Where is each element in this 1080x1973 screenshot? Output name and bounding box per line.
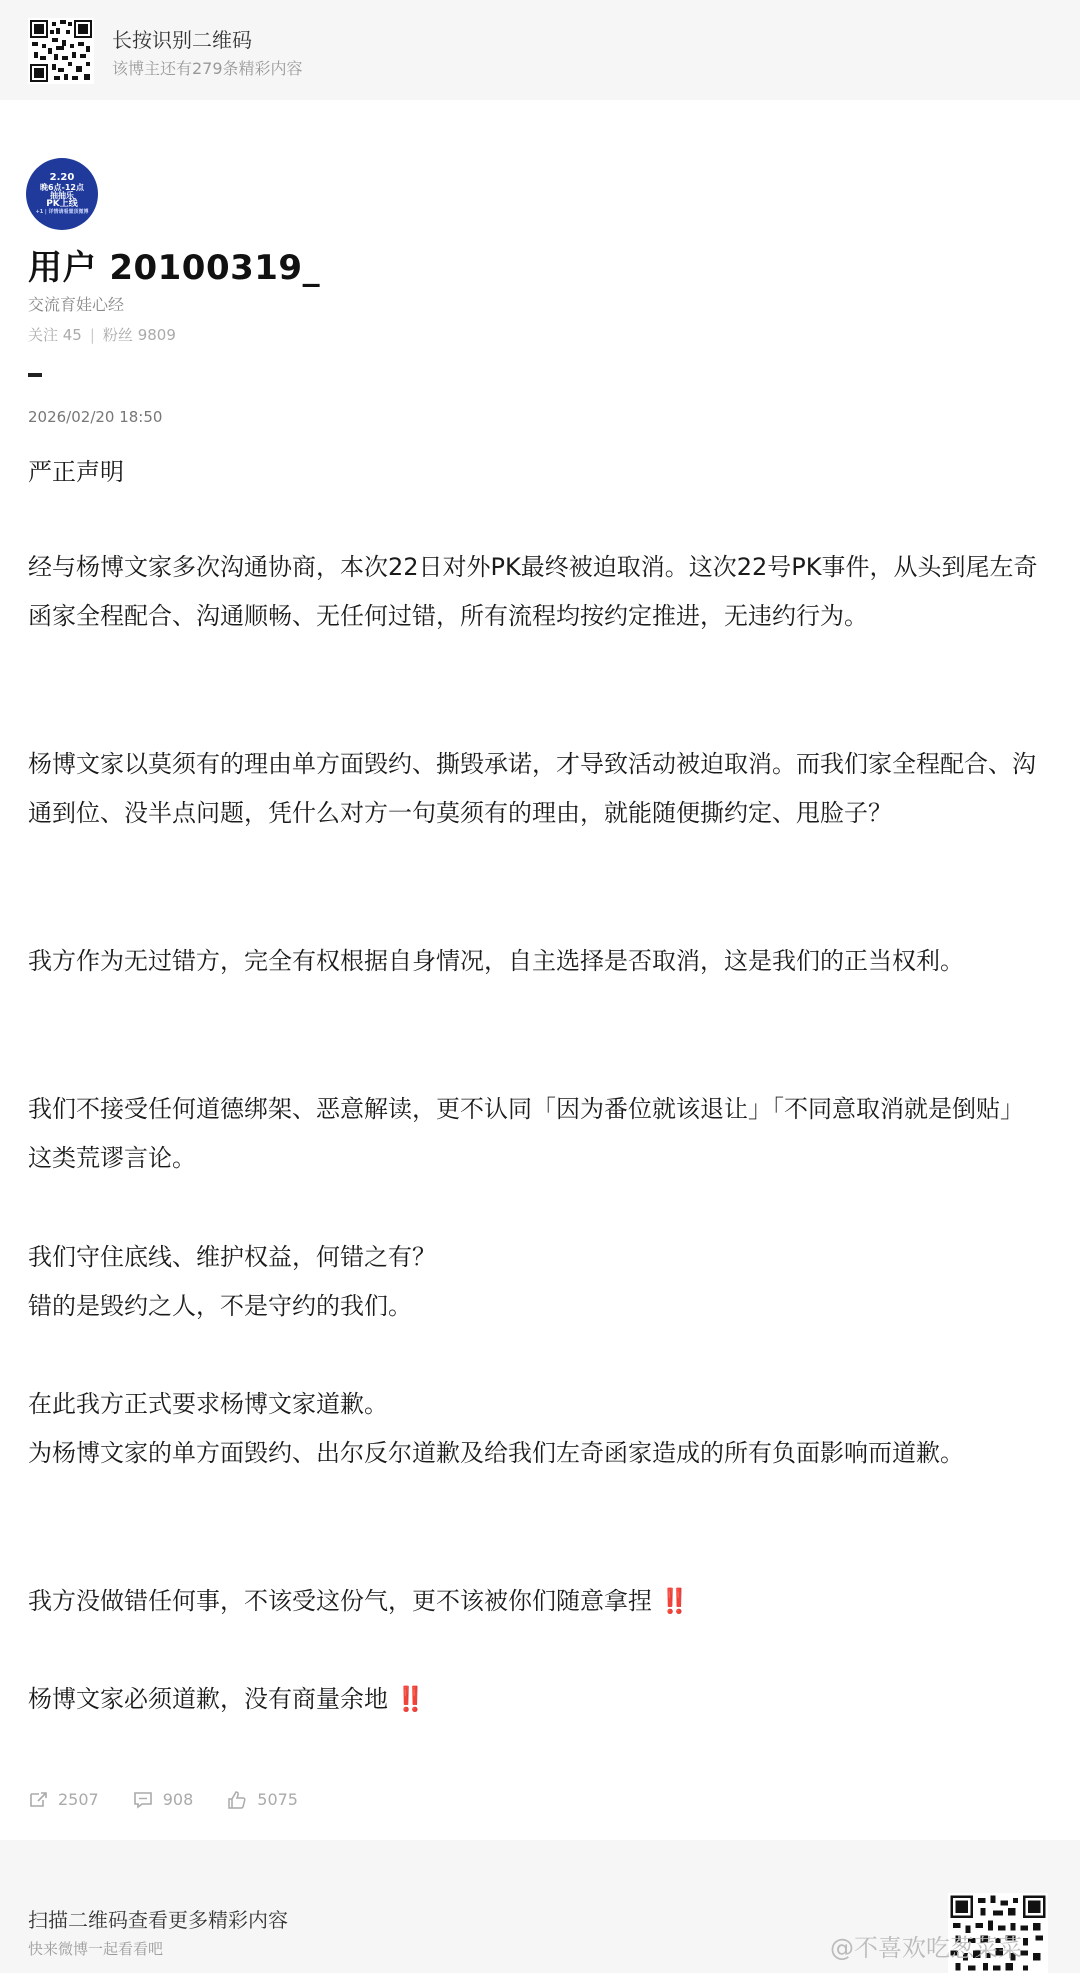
post-paragraph: 我们不接受任何道德绑架、恶意解读，更不认同「因为番位就该退让」「不同意取消就是倒贴」这类荒谬言论。 xyxy=(28,1095,1024,1172)
post-paragraph: 杨博文家以莫须有的理由单方面毁约、撕毁承诺，才导致活动被迫取消。而我们家全程配合、沟通到位、没半点问题，凭什么对方一句莫须有的理由，就能随便撕约定、甩脸子？ xyxy=(28,750,1036,827)
comment-button[interactable] xyxy=(133,1790,194,1809)
post-date: 2026/02/20 18:50 xyxy=(28,408,163,426)
post-actions xyxy=(28,1790,332,1809)
double-exclamation-icon: ‼️ xyxy=(395,1685,424,1713)
repost-icon xyxy=(28,1791,48,1809)
comment-icon xyxy=(133,1791,153,1809)
post-title: 严正声明 xyxy=(28,458,124,486)
repost-button[interactable] xyxy=(28,1790,99,1809)
followers-count[interactable]: 粉丝 9809 xyxy=(102,326,176,344)
repost-count: 2507 xyxy=(58,1790,99,1809)
post-paragraph-emphasis xyxy=(28,1577,1038,1626)
avatar-text-line: +1 | 详情请看置顶微博 xyxy=(35,208,89,215)
post-paragraph: 错的是毁约之人，不是守约的我们。 xyxy=(28,1292,412,1320)
qr-code-icon[interactable] xyxy=(28,18,94,84)
qr-header-title: 长按识别二维码 xyxy=(112,28,252,52)
qr-footer-subtitle: 快来微博一起看看吧 xyxy=(28,1940,164,1958)
avatar-text-line: 晚6点-12点 xyxy=(39,182,85,192)
weibo-watermark: @不喜欢吃葱菜菜 xyxy=(830,1934,1022,1962)
divider-dash xyxy=(28,373,42,377)
avatar-text-line: PK上线 xyxy=(46,199,78,210)
like-button[interactable] xyxy=(227,1790,298,1809)
following-count[interactable]: 关注 45 xyxy=(28,326,82,344)
avatar-text-line: 抽抽乐 xyxy=(50,190,74,200)
avatar-text-line: 2.20 xyxy=(49,172,75,184)
qr-header-subtitle: 该博主还有279条精彩内容 xyxy=(112,59,303,78)
post-paragraph: 在此我方正式要求杨博文家道歉。 xyxy=(28,1390,388,1418)
avatar[interactable] xyxy=(26,158,98,230)
post-paragraph: 为杨博文家的单方面毁约、出尔反尔道歉及给我们左奇函家造成的所有负面影响而道歉。 xyxy=(28,1439,964,1467)
double-exclamation-icon: ‼️ xyxy=(659,1587,688,1615)
username[interactable]: 用户 20100319_ xyxy=(28,248,321,288)
post-paragraph-emphasis xyxy=(28,1675,1038,1724)
user-bio: 交流育娃心经 xyxy=(28,295,125,314)
post-paragraph: 我方作为无过错方，完全有权根据自身情况，自主选择是否取消，这是我们的正当权利。 xyxy=(28,947,964,975)
post-paragraph-text: 我方没做错任何事，不该受这份气，更不该被你们随意拿捏 xyxy=(28,1587,652,1615)
comment-count: 908 xyxy=(162,1790,194,1809)
stats-divider: | xyxy=(89,326,95,344)
like-count: 5075 xyxy=(257,1790,298,1809)
post-paragraph-text: 杨博文家必须道歉，没有商量余地 xyxy=(28,1685,388,1713)
thumbs-up-icon xyxy=(227,1791,247,1809)
post-paragraph: 我们守住底线、维护权益，何错之有？ xyxy=(28,1243,436,1271)
post-paragraph: 经与杨博文家多次沟通协商，本次22日对外PK最终被迫取消。这次22号PK事件，从头到尾左奇函家全程配合、沟通顺畅、无任何过错，所有流程均按约定推进，无违约行为。 xyxy=(28,553,1038,630)
user-stats xyxy=(28,324,176,345)
qr-footer-title: 扫描二维码查看更多精彩内容 xyxy=(28,1908,288,1932)
